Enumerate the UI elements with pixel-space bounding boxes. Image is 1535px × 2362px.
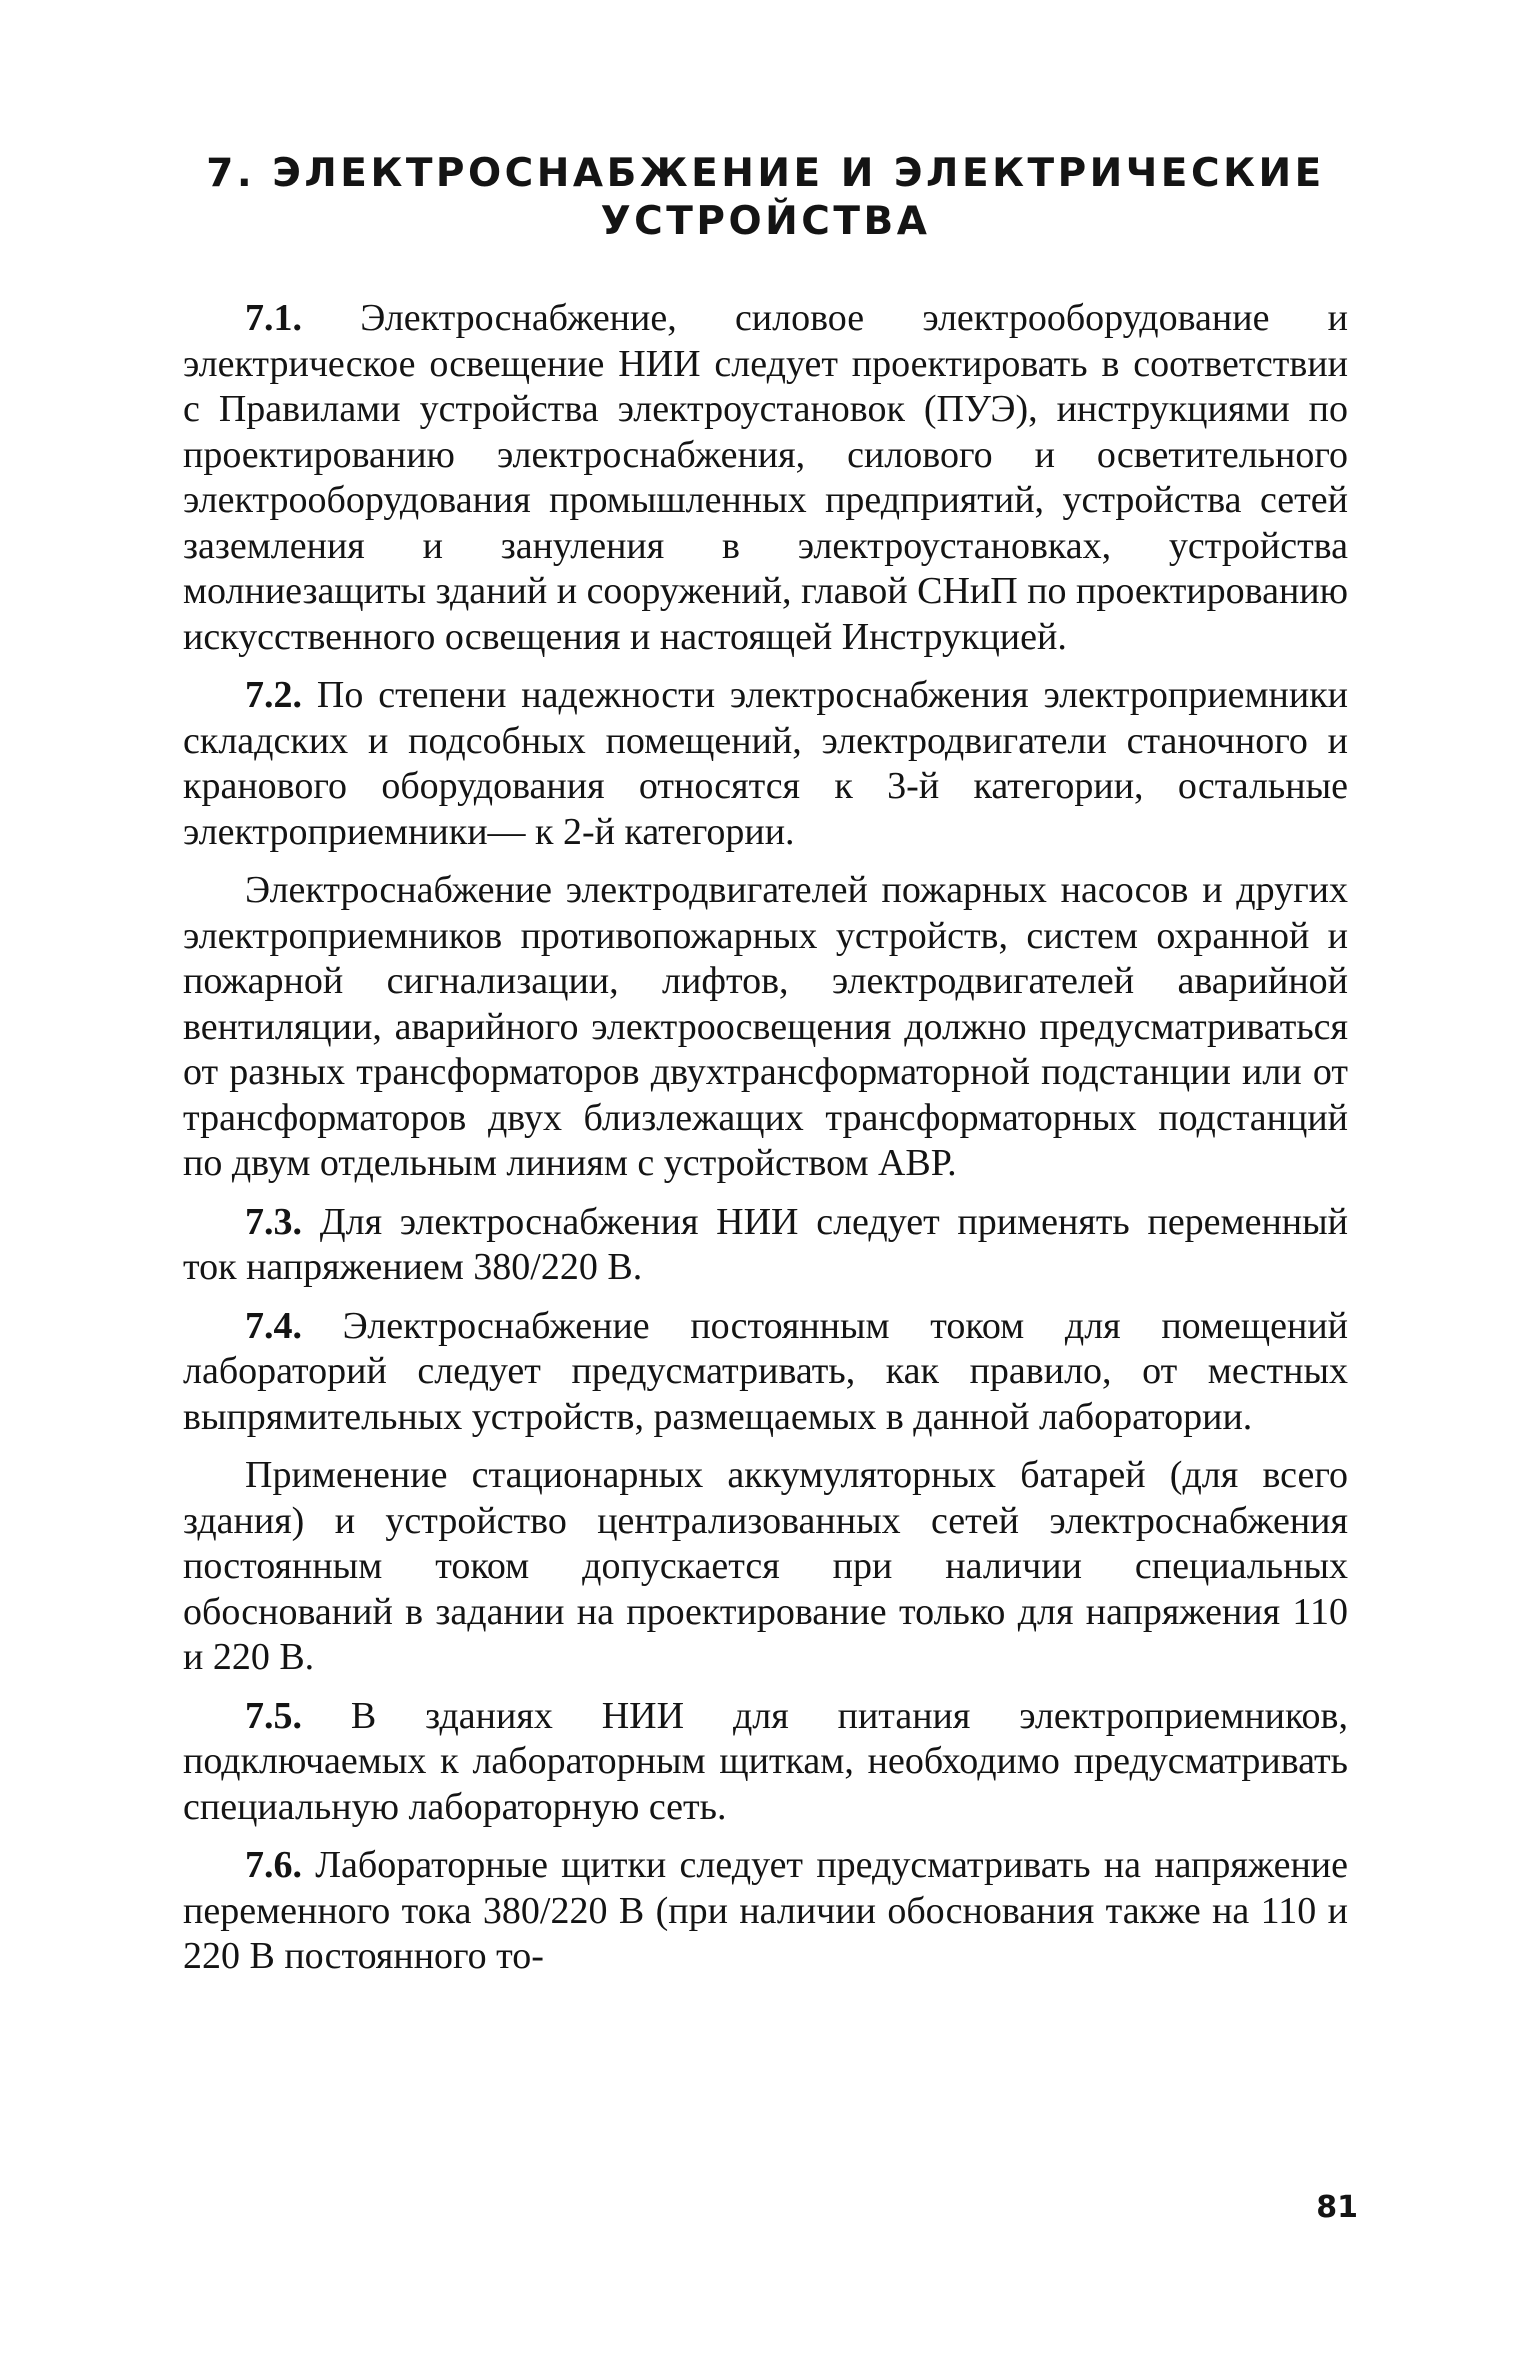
paragraph-text: По степени надежности электроснабжения электроприемники складских и подсобных помещений, электродвигатели станочного и кранового оборудования относятся к 3-й категории, остальные электроприемники— к 2-й категории. <box>183 674 1348 853</box>
paragraph-7-1 <box>183 296 1348 660</box>
paragraph-text: Электроснабжение, силовое электрооборудование и электрическое освещение НИИ следует проектировать в соответствии с Правилами устройства электроустановок (ПУЭ), инструкциями по проектированию электроснабжения, силового и осветительного электрооборудования промышленных предприятий, устройства сетей заземления и зануления в электроустановках, устройства молниезащиты зданий и сооружений, главой СНиП по проектированию искусственного освещения и настоящей Инструкцией. <box>183 297 1348 658</box>
paragraph-text: Применение стационарных аккумуляторных батарей (для всего здания) и устройство централизованных сетей электроснабжения постоянным током допускается при наличии специальных обоснований в задании на проектирование только для напряжения 110 и 220 В. <box>183 1454 1348 1678</box>
section-heading-line-2: УСТРОЙСТВА <box>600 199 931 244</box>
section-heading-line-1: 7. ЭЛЕКТРОСНАБЖЕНИЕ И ЭЛЕКТРИЧЕСКИЕ <box>206 151 1325 196</box>
paragraph-7-2 <box>183 673 1348 855</box>
paragraph-7-4 <box>183 1304 1348 1441</box>
paragraph-text: Лабораторные щитки следует предусматривать на напряжение переменного тока 380/220 В (при наличии обоснования также на 110 и 220 В постоянного то- <box>183 1844 1348 1977</box>
clause-number: 7.6. <box>245 1844 302 1886</box>
clause-number: 7.4. <box>245 1304 302 1347</box>
page-number: 81 <box>1316 2190 1358 2225</box>
clause-number: 7.3. <box>245 1200 302 1243</box>
paragraph-text: Для электроснабжения НИИ следует применять переменный ток напряжением 380/220 В. <box>183 1200 1348 1288</box>
paragraph-7-2-continued <box>183 868 1348 1187</box>
clause-number: 7.5. <box>245 1694 302 1737</box>
clause-number: 7.2. <box>245 674 302 716</box>
paragraph-text: В зданиях НИИ для питания электроприемников, подключаемых к лабораторным щиткам, необходимо предусматривать специальную лабораторную сеть. <box>183 1694 1348 1828</box>
paragraph-7-5 <box>183 1694 1348 1831</box>
paragraph-7-3 <box>183 1200 1348 1291</box>
section-heading <box>183 150 1348 246</box>
clause-number: 7.1. <box>245 297 302 339</box>
paragraph-7-4-continued <box>183 1453 1348 1681</box>
document-page <box>183 150 1348 1986</box>
paragraph-text: Электроснабжение постоянным током для помещений лабораторий следует предусматривать, как правило, от местных выпрямительных устройств, размещаемых в данной лаборатории. <box>183 1304 1348 1438</box>
paragraph-7-6 <box>183 1843 1348 1980</box>
paragraph-text: Электроснабжение электродвигателей пожарных насосов и других электроприемников противопожарных устройств, систем охранной и пожарной сигнализации, лифтов, электродвигателей аварийной вентиляции, аварийного электроосвещения должно предусматриваться от разных трансформаторов двухтрансформаторной подстанции или от трансформаторов двух близлежащих трансформаторных подстанций по двум отдельным линиям с устройством АВР. <box>183 869 1348 1184</box>
